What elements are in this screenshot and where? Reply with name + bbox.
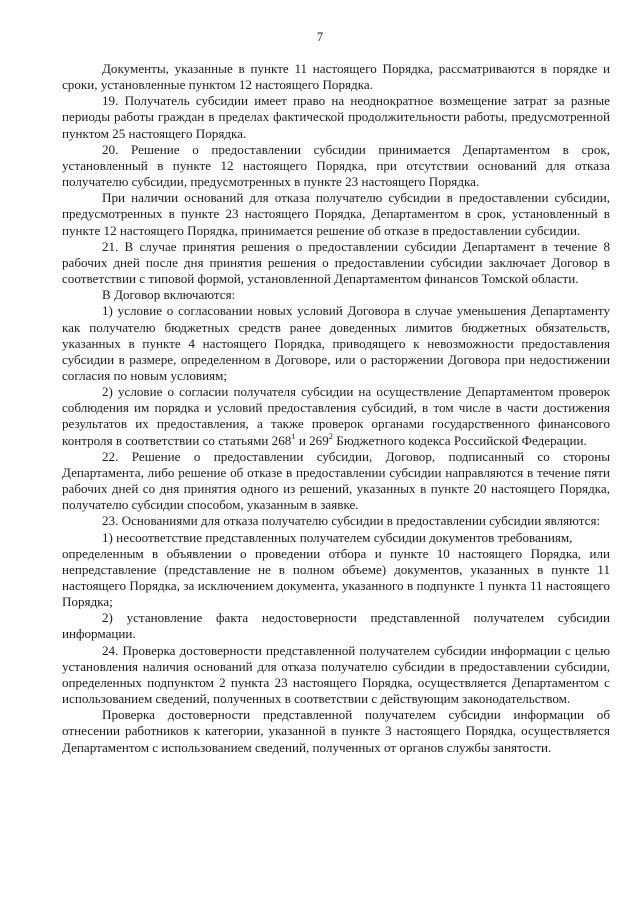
paragraph-continuation: определенным в объявлении о проведении отбора и пункте 10 настоящего Порядка, или непредставление (представление не в полном объеме) документов, указанных в пункте 11 настоящего Порядка, за исключением документа, указанного в подпункте 1 пункта 11 настоящего Порядка; xyxy=(62,545,610,610)
page-body xyxy=(62,61,610,756)
paragraph: 20. Решение о предоставлении субсидии принимается Департаментом в срок, установленный в пункте 12 настоящего Порядка, при отсутствии оснований для отказа получателю субсидии, предусмотренных в пункте 23 настоящего Порядка. xyxy=(62,141,610,190)
paragraph-text: и 269 xyxy=(295,432,329,448)
paragraph: 19. Получатель субсидии имеет право на неоднократное возмещение затрат за разные периоды работы граждан в пределах фактической продолжительности работы, предусмотренной пунктом 25 настоящего Порядка. xyxy=(62,93,610,141)
paragraph: Документы, указанные в пункте 11 настоящего Порядка, рассматриваются в порядке и сроки, установленные пунктом 12 настоящего Порядка. xyxy=(62,61,610,93)
paragraph: 1) условие о согласовании новых условий Договора в случае уменьшения Департаменту как получателю бюджетных средств ранее доведенных лимитов бюджетных обязательств, указанных в пункте 4 настоящего Порядка, приводящего к невозможности предоставления субсидии в размере, определенном в Договоре, или о расторжении Договора при недостижении согласия по новым условиям; xyxy=(62,303,610,383)
superscript: 1 xyxy=(291,430,296,441)
paragraph: 22. Решение о предоставлении субсидии, Договор, подписанный со стороны Департамента, либо решение об отказе в предоставлении субсидии направляются в течение пяти рабочих дней со дня принятия одного из решений, указанных в пункте 20 настоящего Порядка, получателю субсидии способом, указанным в заявке. xyxy=(62,448,610,513)
paragraph: В Договор включаются: xyxy=(102,287,236,303)
paragraph-text: Бюджетного кодекса Российской Федерации. xyxy=(333,432,587,448)
paragraph: 24. Проверка достоверности представленной получателем субсидии информации с целью установления наличия оснований для отказа получателю субсидии в предоставлении субсидии, определенных подпунктом 2 пункта 23 настоящего Порядка, осуществляется Департаментом с использованием сведений, полученных в соответствии с действующим законодательством. xyxy=(62,642,610,707)
paragraph: При наличии оснований для отказа получателю субсидии в предоставлении субсидии, предусмотренных в пункте 23 настоящего Порядка, Департаментом в срок, установленный в пункте 12 настоящего Порядка, принимается решение об отказе в предоставлении субсидии. xyxy=(62,190,610,238)
superscript: 2 xyxy=(328,430,334,441)
paragraph: Проверка достоверности представленной получателем субсидии информации об отнесении работников к категории, указанной в пункте 3 настоящего Порядка, осуществляется Департаментом с использованием сведений, полученных от органов службы занятости. xyxy=(62,707,610,755)
paragraph: 1) несоответствие представленных получателем субсидии документов требованиям, xyxy=(102,529,573,545)
paragraph-with-footnotes xyxy=(62,384,610,449)
paragraph: 2) установление факта недостоверности представленной получателем субсидии информации. xyxy=(62,610,610,642)
paragraph: 23. Основаниями для отказа получателю субсидии в предоставлении субсидии являются: xyxy=(102,513,601,529)
page-number: 7 xyxy=(316,30,324,44)
paragraph-text: 2) условие о согласии получателя субсидии на осуществление Департаментом проверок соблюдения им порядка и условий предоставления субсидий, в том числе в части достижения результатов их предоставления, а также проверок органами государственного финансового контроля в соответствии со статьями 268 xyxy=(62,384,610,448)
paragraph: 21. В случае принятия решения о предоставлении субсидии Департамент в течение 8 рабочих дней после дня принятия решения о предоставлении субсидии заключает Договор в соответствии с типовой формой, установленной Департаментом финансов Томской области. xyxy=(62,238,610,287)
